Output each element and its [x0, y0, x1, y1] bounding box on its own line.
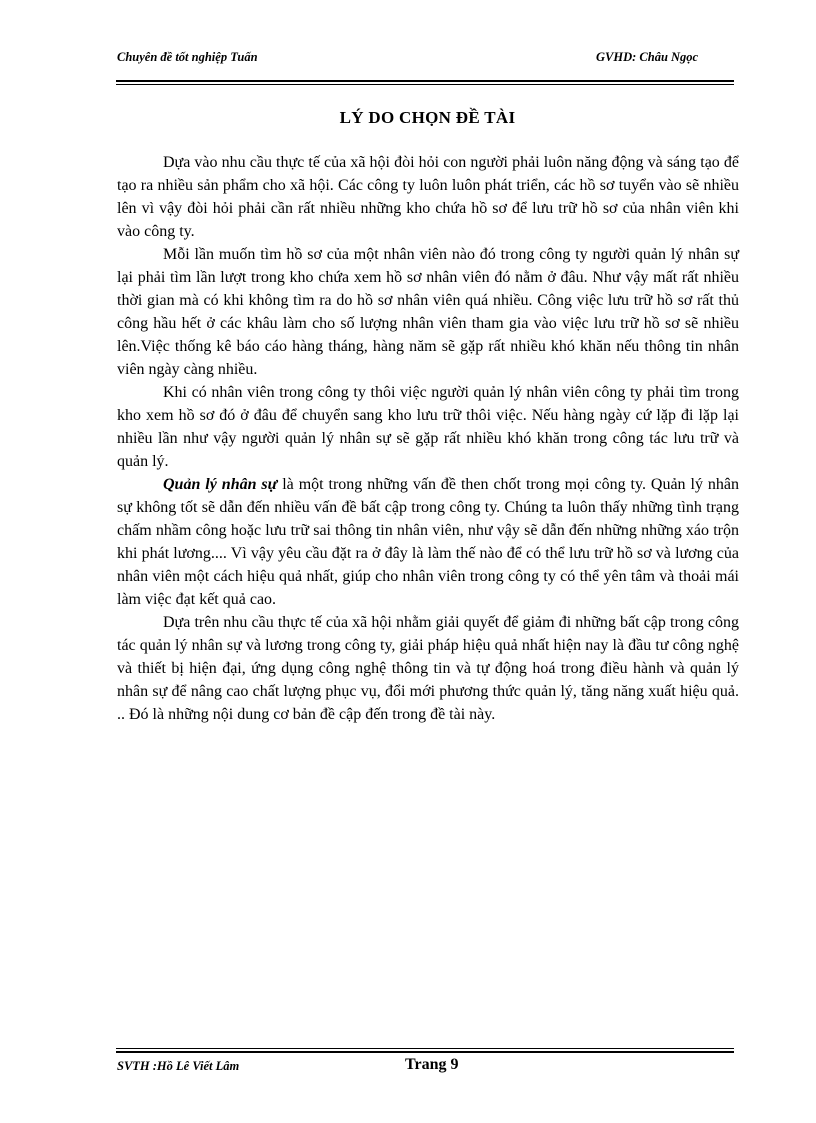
footer-student: SVTH :Hồ Lê Viết Lâm [117, 1059, 240, 1073]
header-course-title: Chuyên đề tốt nghiệp Tuấn [117, 50, 258, 64]
paragraph-3: Khi có nhân viên trong công ty thôi việc người quản lý nhân viên công ty phải tìm trong kho xem hồ sơ đó ở đâu để chuyển sang kho lưu trữ thôi việc. Nếu hàng ngày cứ lặp đi lặp lại nhiều lần như vậy người quản lý nhân sự sẽ gặp rất nhiều khó khăn trong công tác lưu trữ và quản lý. [117, 384, 739, 470]
footer-rule-thick [116, 1051, 734, 1053]
header-rule-thick [116, 80, 734, 82]
page-number: Trang 9 [405, 1056, 459, 1073]
paragraph-4-emphasis: Quản lý nhân sự [163, 476, 278, 493]
header-advisor: GVHD: Châu Ngọc [596, 50, 699, 64]
footer-rule-thin [116, 1048, 734, 1049]
paragraph-1: Dựa vào nhu cầu thực tế của xã hội đòi hỏi con người phải luôn năng động và sáng tạo để tạo ra nhiều sản phẩm cho xã hội. Các công ty luôn luôn phát triển, các hồ sơ tuyển vào sẽ nhiều lên vì vậy đòi hỏi phải cần rất nhiều những kho chứa hồ sơ để lưu trữ hồ sơ của nhân viên khi vào công ty. [117, 154, 739, 240]
document-body [117, 151, 739, 726]
header-rule-thin [116, 84, 734, 85]
paragraph-5: Dựa trên nhu cầu thực tế của xã hội nhằm giải quyết để giảm đi những bất cập trong công tác quản lý nhân sự và lương trong công ty, giải pháp hiệu quả nhất hiện nay là đầu tư công nghệ và thiết bị hiện đại, ứng dụng công nghệ thông tin và tự động hoá trong điều hành và quản lý nhân sự để nâng cao chất lượng phục vụ, đổi mới phương thức quản lý, tăng năng xuất hiệu quả. .. Đó là những nội dung cơ bản đề cập đến trong đề tài này. [117, 614, 739, 723]
paragraph-2: Mỗi lần muốn tìm hồ sơ của một nhân viên nào đó trong công ty người quản lý nhân sự lại phải tìm lần lượt trong kho chứa xem hồ sơ nhân viên đó nằm ở đâu. Như vậy mất rất nhiều thời gian mà có khi không tìm ra do hồ sơ nhân viên quá nhiều. Công việc lưu trữ hồ sơ rất thủ công hầu hết ở các khâu làm cho số lượng nhân viên tham gia vào việc lưu trữ hồ sơ sẽ nhiều lên.Việc thống kê báo cáo hàng tháng, hàng năm sẽ gặp rất nhiều khó khăn nếu thông tin nhân viên ngày càng nhiều. [117, 246, 739, 378]
paragraph-4 [117, 473, 739, 611]
paragraph-4-text: là một trong những vấn đề then chốt trong mọi công ty. Quản lý nhân sự không tốt sẽ dẫn đến nhiều vấn đề bất cập trong công ty. Chúng ta luôn thấy những tình trạng chấm nhầm công hoặc lưu trữ sai thông tin nhân viên, như vậy sẽ dẫn đến những những xáo trộn khi phát lương.... Vì vậy yêu cầu đặt ra ở đây là làm thế nào để có thể lưu trữ hồ sơ và lương của nhân viên một cách hiệu quả nhất, giúp cho nhân viên trong công ty có thể yên tâm và thoải mái làm việc đạt kết quả cao. [117, 476, 739, 608]
page-title: LÝ DO CHỌN ĐỀ TÀI [339, 108, 516, 127]
